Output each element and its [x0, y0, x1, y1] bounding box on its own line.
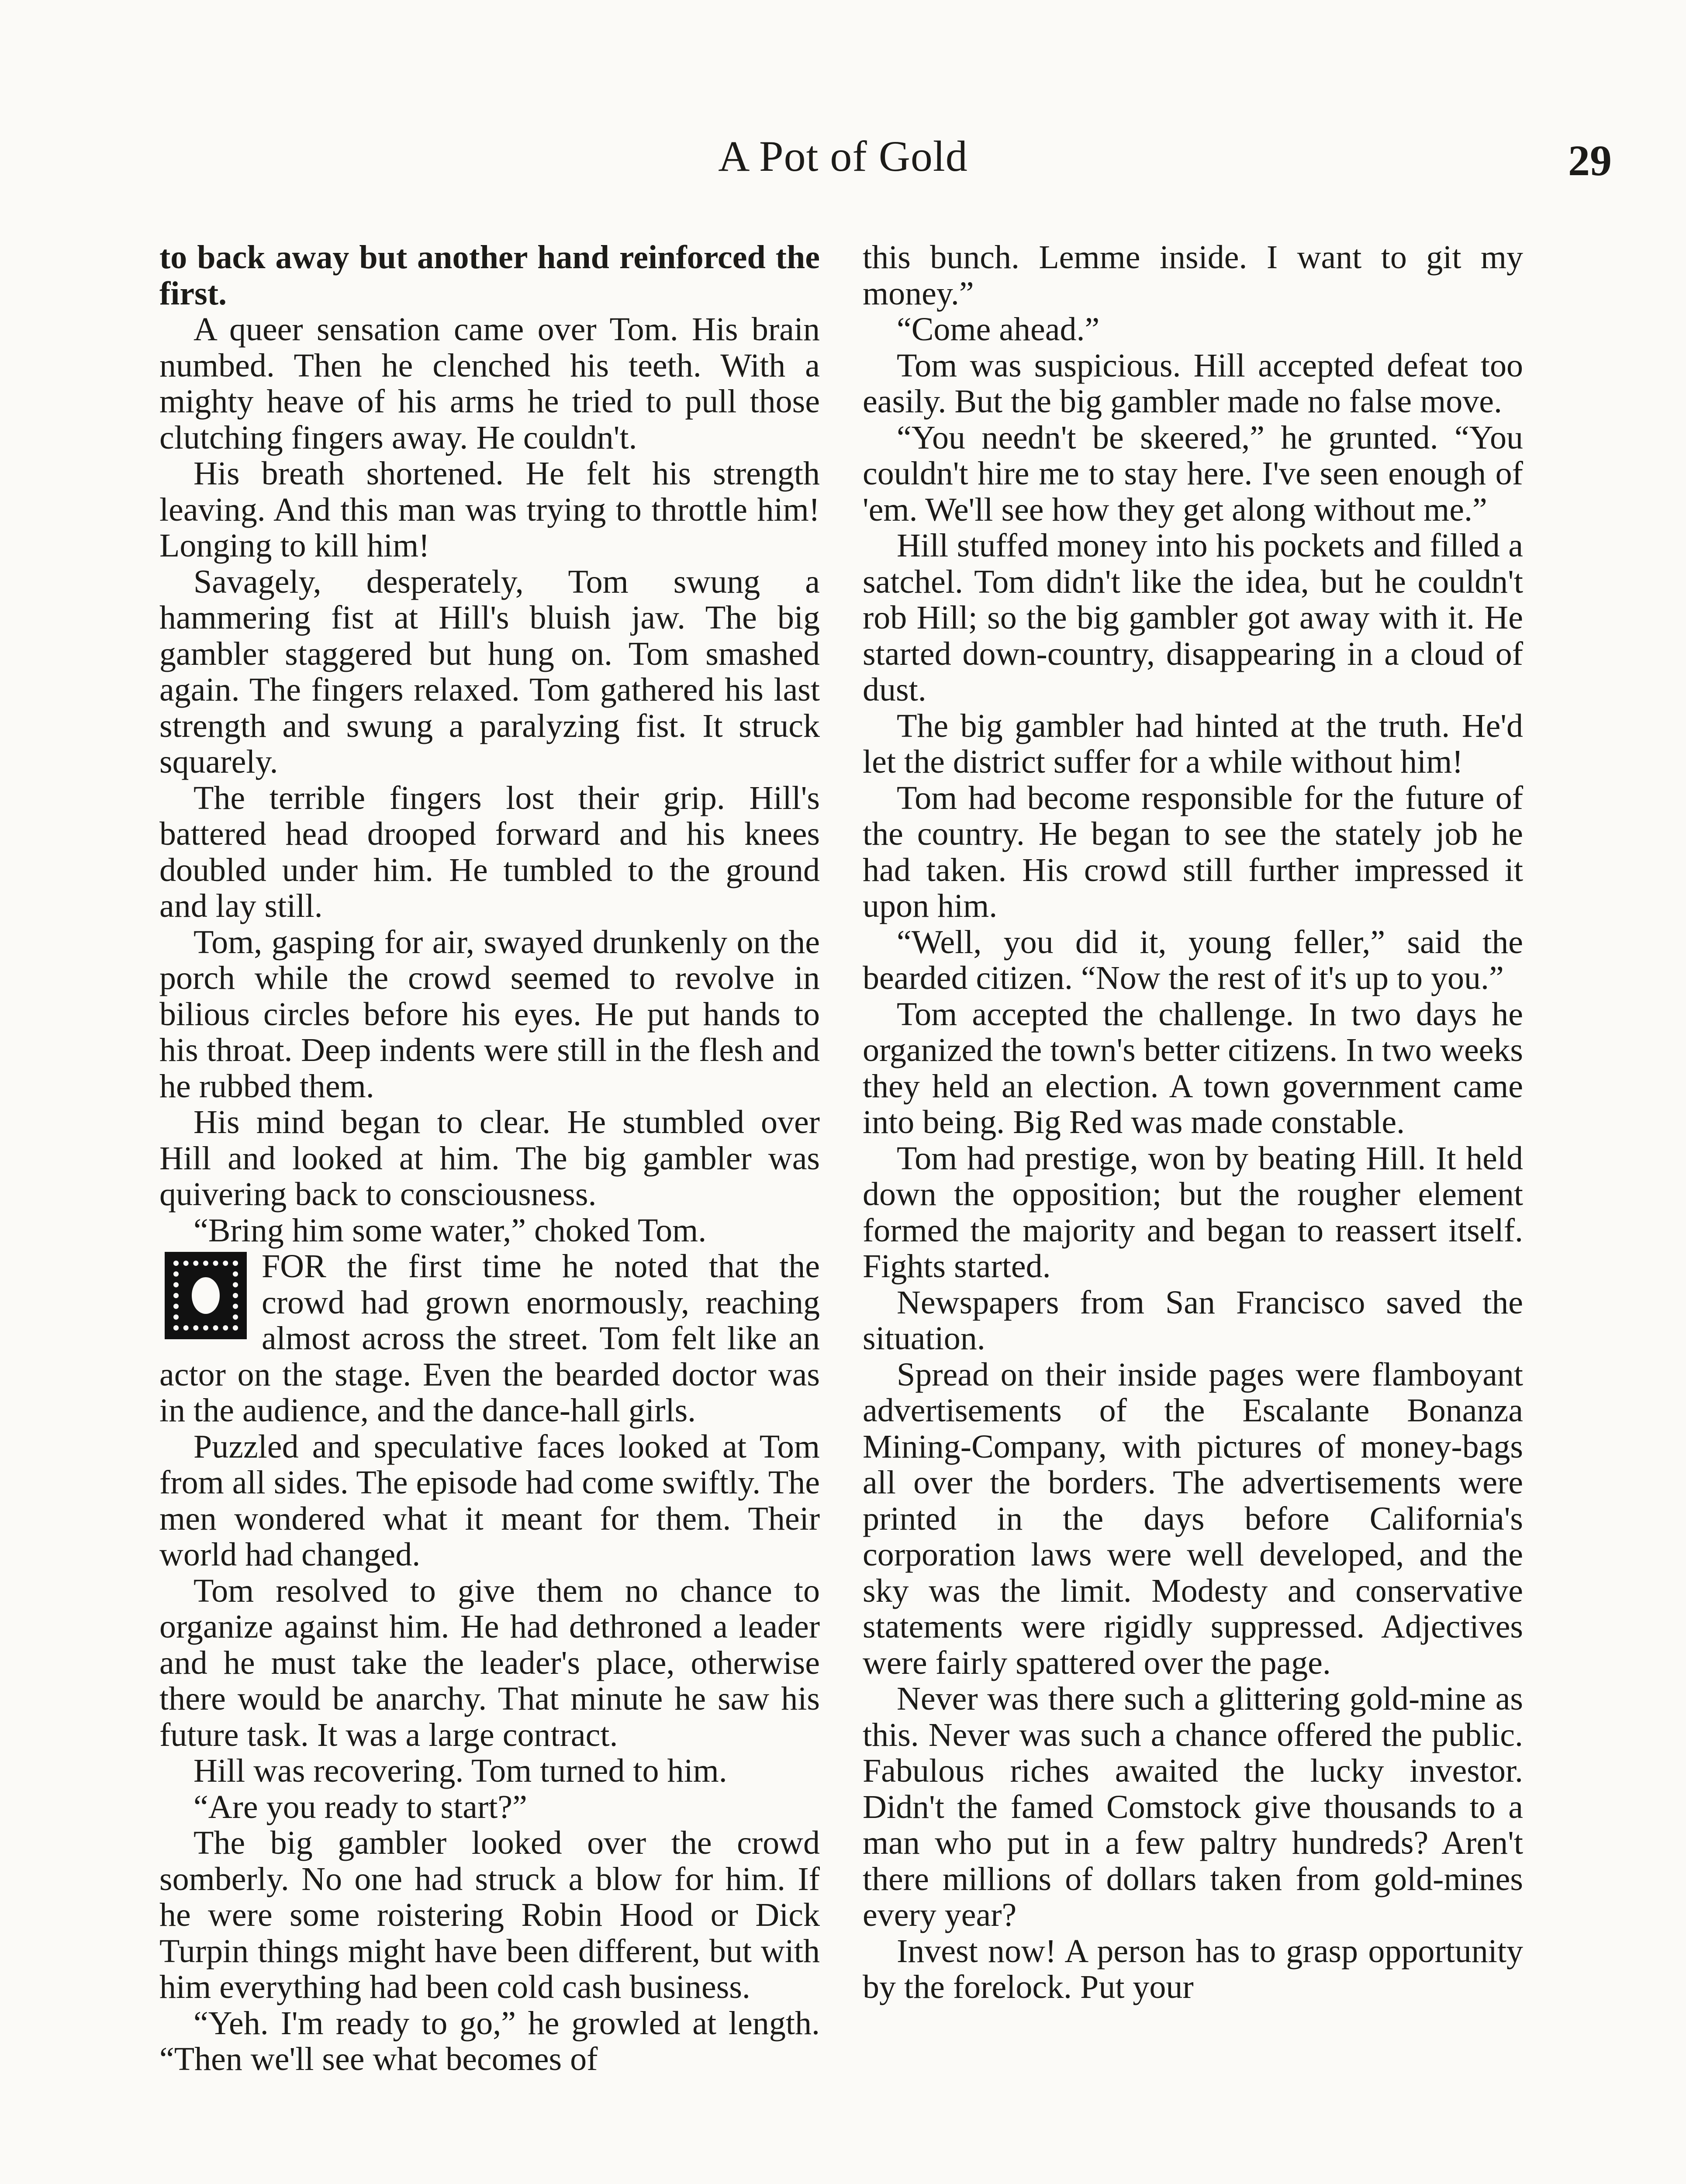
section-opening	[159, 1248, 820, 1429]
right-column	[863, 239, 1523, 2005]
paragraph: The terrible fingers lost their grip. Hill's battered head drooped forward and his knees doubled under him. He tumbled to the ground and lay still.	[159, 779, 820, 924]
paragraph: “Well, you did it, young feller,” said the bearded citizen. “Now the rest of it's up to you.”	[863, 923, 1523, 996]
ornamental-initial-icon	[165, 1252, 247, 1339]
paragraph: “Bring him some water,” choked Tom.	[193, 1212, 707, 1249]
page-number: 29	[1568, 136, 1612, 185]
left-column	[159, 239, 820, 2077]
paragraph: His breath shortened. He felt his strength leaving. And this man was trying to throttle him! Longing to kill him!	[159, 455, 820, 564]
paragraph: The big gambler had hinted at the truth. He'd let the district suffer for a while without him!	[863, 707, 1523, 780]
paragraph: this bunch. Lemme inside. I want to git my money.”	[863, 239, 1523, 312]
paragraph: “You needn't be skeered,” he grunted. “You couldn't hire me to stay here. I've seen enough of 'em. We'll see how they get along without me.”	[863, 419, 1523, 528]
paragraph: “Come ahead.”	[897, 311, 1100, 348]
paragraph	[159, 1248, 820, 1429]
running-head: A Pot of Gold	[718, 132, 968, 180]
paragraph: Tom accepted the challenge. In two days he organized the town's better citizens. In two weeks they held an election. A town government came into being. Big Red was made constable.	[863, 995, 1523, 1140]
section-lead-word: FOR	[262, 1248, 326, 1285]
paragraph: Puzzled and speculative faces looked at Tom from all sides. The episode had come swiftly. The men wondered what it meant for them. Their world had changed.	[159, 1428, 820, 1573]
paragraph: Tom, gasping for air, swayed drunkenly on the porch while the crowd seemed to revolve in bilious circles before his eyes. He put hands to his throat. Deep indents were still in the flesh and he rubbed them.	[159, 923, 820, 1105]
paragraph: His mind began to clear. He stumbled over Hill and looked at him. The big gambler was quivering back to consciousness.	[159, 1104, 820, 1213]
paragraph: Newspapers from San Francisco saved the situation.	[863, 1284, 1523, 1357]
paragraph: Tom was suspicious. Hill accepted defeat too easily. But the big gambler made no false move.	[863, 347, 1523, 420]
paragraph: The big gambler looked over the crowd somberly. No one had struck a blow for him. If he were some roistering Robin Hood or Dick Turpin things might have been different, but with him everything had been cold cash business.	[159, 1825, 820, 2005]
paragraph: Spread on their inside pages were flamboyant advertisements of the Escalante Bonanza Mining-Company, with pictures of money-bags all over the borders. The advertisements were printed in the days before California's corporation laws were well developed, and the sky was the limit. Modesty and conservative statements were rigidly suppressed. Adjectives were fairly spattered over the page.	[863, 1356, 1523, 1681]
section-lead-text: the first time he noted that the crowd had grown enormously, reaching almost across the street. Tom felt like an actor on the stage. Even the bearded doctor was in the audience, and the dance-hall girls.	[159, 1248, 820, 1429]
paragraph: Savagely, desperately, Tom swung a hammering fist at Hill's bluish jaw. The big gambler staggered but hung on. Tom smashed again. The fingers relaxed. Tom gathered his last strength and swung a paralyzing fist. It struck squarely.	[159, 563, 820, 780]
paragraph: Hill was recovering. Tom turned to him.	[193, 1752, 727, 1789]
paragraph: “Yeh. I'm ready to go,” he growled at length. “Then we'll see what becomes of	[159, 2004, 820, 2077]
paragraph: A queer sensation came over Tom. His brain numbed. Then he clenched his teeth. With a mighty heave of his arms he tried to pull those clutching fingers away. He couldn't.	[159, 311, 820, 456]
paragraph: Invest now! A person has to grasp opportunity by the forelock. Put your	[863, 1932, 1523, 2005]
paragraph: “Are you ready to start?”	[193, 1788, 527, 1825]
paragraph: Tom had prestige, won by beating Hill. It held down the opposition; but the rougher element formed the majority and began to reassert itself. Fights started.	[863, 1140, 1523, 1285]
paragraph: Tom had become responsible for the future of the country. He began to see the stately job he had taken. His crowd still further impressed it upon him.	[863, 779, 1523, 924]
paragraph: to back away but another hand reinforced the first.	[159, 239, 820, 312]
paragraph: Tom resolved to give them no chance to organize against him. He had dethroned a leader and he must take the leader's place, otherwise there would be anarchy. That minute he saw his future task. It was a large contract.	[159, 1572, 820, 1753]
paragraph: Never was there such a glittering gold-mine as this. Never was such a chance offered the public. Fabulous riches awaited the lucky investor. Didn't the famed Comstock give thousands to a man who put in a few paltry hundreds? Aren't there millions of dollars taken from gold-mines every year?	[863, 1680, 1523, 1933]
paragraph: Hill stuffed money into his pockets and filled a satchel. Tom didn't like the idea, but he couldn't rob Hill; so the big gambler got away with it. He started down-country, disappearing in a cloud of dust.	[863, 527, 1523, 708]
